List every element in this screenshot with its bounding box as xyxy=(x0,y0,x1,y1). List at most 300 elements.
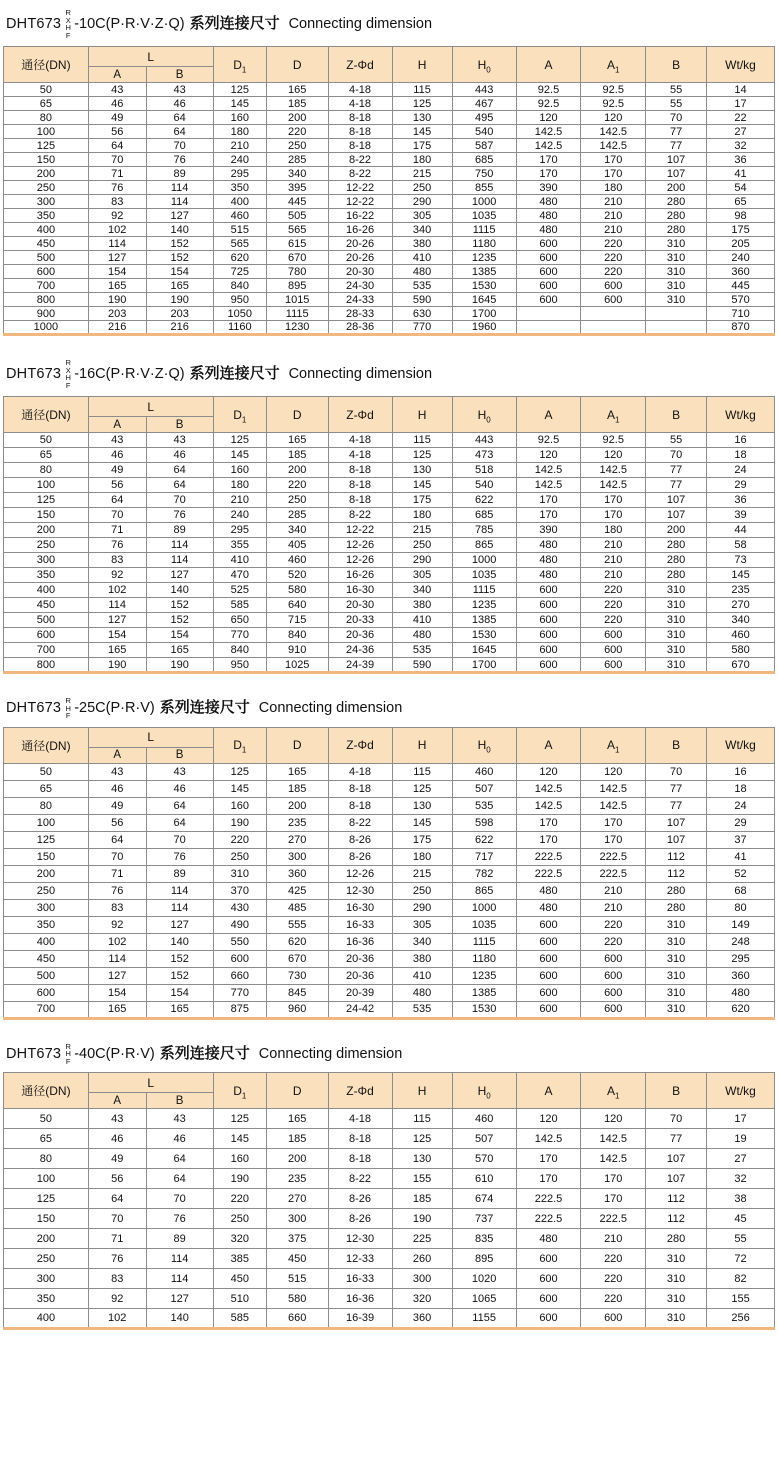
table-cell: 120 xyxy=(516,448,581,463)
table-cell: 4-18 xyxy=(328,433,392,448)
table-cell: 107 xyxy=(646,1149,707,1169)
table-cell: 785 xyxy=(452,523,516,538)
column-header: H xyxy=(392,397,452,433)
column-header: A xyxy=(516,1073,581,1109)
table-cell: 730 xyxy=(266,967,328,984)
table-cell: 83 xyxy=(88,195,146,209)
table-cell: 70 xyxy=(146,1189,213,1209)
table-cell: 1385 xyxy=(452,613,516,628)
table-cell: 600 xyxy=(581,658,646,673)
table-cell: 112 xyxy=(646,1189,707,1209)
table-row xyxy=(4,628,775,643)
table-cell: 127 xyxy=(88,613,146,628)
model-code: DHT673 xyxy=(6,700,62,717)
table-cell: 92 xyxy=(88,1289,146,1309)
table-row xyxy=(4,538,775,553)
table-cell: 16-30 xyxy=(328,583,392,598)
column-header: D xyxy=(266,47,328,83)
table-cell: 20-39 xyxy=(328,984,392,1001)
table-cell: 280 xyxy=(646,223,707,237)
table-cell: 100 xyxy=(4,478,89,493)
table-cell: 660 xyxy=(266,1309,328,1329)
table-cell: 350 xyxy=(4,916,89,933)
table-cell: 350 xyxy=(4,209,89,223)
table-cell: 670 xyxy=(707,658,775,673)
column-header: H xyxy=(392,47,452,83)
table-cell: 600 xyxy=(581,967,646,984)
table-cell: 140 xyxy=(146,1309,213,1329)
table-cell: 70 xyxy=(646,763,707,780)
table-cell: 92.5 xyxy=(581,97,646,111)
table-cell: 350 xyxy=(4,568,89,583)
table-cell: 170 xyxy=(516,493,581,508)
spec-code: -10C(P·R·V·Z·Q) xyxy=(74,16,185,32)
table-cell: 20-36 xyxy=(328,967,392,984)
table-cell: 518 xyxy=(452,463,516,478)
table-cell: 154 xyxy=(146,984,213,1001)
table-cell: 175 xyxy=(392,493,452,508)
table-cell: 270 xyxy=(266,831,328,848)
table-cell: 490 xyxy=(213,916,266,933)
table-cell: 52 xyxy=(707,865,775,882)
table-cell: 360 xyxy=(707,967,775,984)
column-header: $A_1$ xyxy=(581,397,646,433)
table-cell: 280 xyxy=(646,882,707,899)
table-cell: 1530 xyxy=(452,279,516,293)
table-row xyxy=(4,478,775,493)
column-header: A xyxy=(516,397,581,433)
table-cell: 410 xyxy=(213,553,266,568)
table-cell: 17 xyxy=(707,97,775,111)
column-header: A xyxy=(516,47,581,83)
table-cell: 1115 xyxy=(452,223,516,237)
table-cell: 4-18 xyxy=(328,763,392,780)
table-body xyxy=(4,83,775,335)
table-cell: 20-33 xyxy=(328,613,392,628)
table-cell: 580 xyxy=(266,1289,328,1309)
table-cell: 12-22 xyxy=(328,523,392,538)
table-cell: 220 xyxy=(581,1269,646,1289)
table-cell: 200 xyxy=(266,797,328,814)
table-row xyxy=(4,950,775,967)
table-cell: 310 xyxy=(646,1269,707,1289)
table-cell: 717 xyxy=(452,848,516,865)
table-cell: 310 xyxy=(646,293,707,307)
table-cell: 150 xyxy=(4,508,89,523)
table-cell: 115 xyxy=(392,433,452,448)
table-cell: 310 xyxy=(646,1001,707,1018)
table-cell: 210 xyxy=(213,139,266,153)
table-cell: 250 xyxy=(213,848,266,865)
table-cell: 600 xyxy=(213,950,266,967)
table-cell: 112 xyxy=(646,865,707,882)
table-row xyxy=(4,1229,775,1249)
table-cell: 36 xyxy=(707,493,775,508)
table-cell: 56 xyxy=(88,125,146,139)
table-cell: 4-18 xyxy=(328,83,392,97)
table-cell: 622 xyxy=(452,831,516,848)
table-row xyxy=(4,780,775,797)
pressure-class-letter: X xyxy=(65,15,71,25)
table-cell: 125 xyxy=(4,139,89,153)
table-row xyxy=(4,265,775,279)
table-cell: 250 xyxy=(392,181,452,195)
table-cell: 1160 xyxy=(213,321,266,335)
table-row xyxy=(4,493,775,508)
table-row xyxy=(4,223,775,237)
table-cell: 1115 xyxy=(452,583,516,598)
table-cell: 310 xyxy=(646,1309,707,1329)
column-header: B xyxy=(646,397,707,433)
table-cell: 114 xyxy=(146,195,213,209)
table-cell: 102 xyxy=(88,933,146,950)
table-cell: 76 xyxy=(88,882,146,899)
table-cell: 210 xyxy=(213,493,266,508)
table-cell: 340 xyxy=(392,223,452,237)
table-cell: 125 xyxy=(213,83,266,97)
table-cell: 16-36 xyxy=(328,933,392,950)
table-cell: 600 xyxy=(516,1289,581,1309)
table-cell: 1180 xyxy=(452,237,516,251)
table-cell: 4-18 xyxy=(328,97,392,111)
table-row xyxy=(4,97,775,111)
table-cell: 600 xyxy=(516,967,581,984)
table-cell: 49 xyxy=(88,1149,146,1169)
table-cell: 1155 xyxy=(452,1309,516,1329)
table-cell: 840 xyxy=(213,643,266,658)
pressure-class-stack xyxy=(64,359,72,389)
table-cell: 200 xyxy=(646,181,707,195)
table-cell: 190 xyxy=(88,293,146,307)
table-cell: 8-22 xyxy=(328,1169,392,1189)
table-cell: 170 xyxy=(516,831,581,848)
table-cell: 142.5 xyxy=(581,1149,646,1169)
table-cell: 71 xyxy=(88,523,146,538)
header-row xyxy=(4,1073,775,1093)
table-cell: 41 xyxy=(707,167,775,181)
table-cell: 507 xyxy=(452,1129,516,1149)
table-cell: 114 xyxy=(146,1249,213,1269)
table-cell: 305 xyxy=(392,916,452,933)
table-cell: 89 xyxy=(146,1229,213,1249)
table-cell: 600 xyxy=(516,265,581,279)
table-cell: 8-26 xyxy=(328,1189,392,1209)
table-cell: 770 xyxy=(213,628,266,643)
table-cell: 620 xyxy=(213,251,266,265)
table-cell: 600 xyxy=(4,984,89,1001)
column-header-l-group: L xyxy=(88,397,213,417)
table-cell: 222.5 xyxy=(581,848,646,865)
table-cell: 16-22 xyxy=(328,209,392,223)
table-cell: 8-18 xyxy=(328,463,392,478)
table-cell: 220 xyxy=(213,831,266,848)
series-label-en: Connecting dimension xyxy=(288,16,433,32)
table-cell: 600 xyxy=(4,628,89,643)
table-row xyxy=(4,167,775,181)
table-cell: 12-30 xyxy=(328,882,392,899)
table-cell: 507 xyxy=(452,780,516,797)
table-cell: 145 xyxy=(392,478,452,493)
table-cell: 535 xyxy=(392,1001,452,1018)
table-cell: 29 xyxy=(707,814,775,831)
table-cell: 290 xyxy=(392,195,452,209)
table-cell: 587 xyxy=(452,139,516,153)
table-cell: 8-26 xyxy=(328,848,392,865)
table-cell: 142.5 xyxy=(516,1129,581,1149)
table-cell: 43 xyxy=(146,433,213,448)
table-cell: 600 xyxy=(516,251,581,265)
table-cell: 127 xyxy=(146,209,213,223)
table-cell: 200 xyxy=(266,111,328,125)
pressure-class-letter: R xyxy=(65,8,71,17)
table-cell: 1065 xyxy=(452,1289,516,1309)
table-cell: 710 xyxy=(707,307,775,321)
table-cell: 8-22 xyxy=(328,153,392,167)
table-cell: 76 xyxy=(88,181,146,195)
table-cell: 76 xyxy=(146,508,213,523)
table-cell: 65 xyxy=(4,1129,89,1149)
table-section-10c xyxy=(0,9,778,336)
table-cell xyxy=(581,307,646,321)
table-cell: 210 xyxy=(581,223,646,237)
table-cell: 92 xyxy=(88,209,146,223)
table-cell: 152 xyxy=(146,237,213,251)
table-cell: 170 xyxy=(581,153,646,167)
table-cell: 45 xyxy=(707,1209,775,1229)
table-row xyxy=(4,83,775,97)
table-cell: 77 xyxy=(646,780,707,797)
table-cell: 50 xyxy=(4,1109,89,1129)
column-header-l-group: L xyxy=(88,1073,213,1093)
table-cell: 180 xyxy=(581,181,646,195)
table-cell: 405 xyxy=(266,538,328,553)
table-cell: 570 xyxy=(452,1149,516,1169)
table-cell: 535 xyxy=(452,797,516,814)
header-row xyxy=(4,727,775,747)
table-cell: 55 xyxy=(646,97,707,111)
table-cell: 285 xyxy=(266,153,328,167)
table-cell: 56 xyxy=(88,1169,146,1189)
table-cell: 1000 xyxy=(452,899,516,916)
table-cell: 180 xyxy=(581,523,646,538)
table-cell: 443 xyxy=(452,83,516,97)
table-cell: 152 xyxy=(146,950,213,967)
series-label-en: Connecting dimension xyxy=(258,700,403,717)
table-cell: 250 xyxy=(266,493,328,508)
table-cell: 28-33 xyxy=(328,307,392,321)
table-cell: 515 xyxy=(213,223,266,237)
table-cell: 600 xyxy=(581,1001,646,1018)
table-cell: 1700 xyxy=(452,658,516,673)
table-cell: 222.5 xyxy=(516,865,581,882)
table-cell xyxy=(581,321,646,335)
table-cell: 127 xyxy=(88,967,146,984)
table-cell: 390 xyxy=(516,181,581,195)
table-row xyxy=(4,899,775,916)
table-cell: 280 xyxy=(646,538,707,553)
column-header: $A_1$ xyxy=(581,1073,646,1109)
table-cell: 125 xyxy=(4,831,89,848)
table-cell: 220 xyxy=(581,598,646,613)
table-cell: 152 xyxy=(146,598,213,613)
table-cell: 480 xyxy=(516,899,581,916)
table-cell: 630 xyxy=(392,307,452,321)
table-cell: 154 xyxy=(146,628,213,643)
table-cell: 235 xyxy=(266,1169,328,1189)
table-cell: 600 xyxy=(516,658,581,673)
table-cell: 65 xyxy=(707,195,775,209)
table-cell: 310 xyxy=(646,265,707,279)
table-cell: 910 xyxy=(266,643,328,658)
table-cell: 1235 xyxy=(452,598,516,613)
table-cell: 46 xyxy=(146,97,213,111)
table-cell: 410 xyxy=(392,251,452,265)
table-cell: 485 xyxy=(266,899,328,916)
table-cell: 400 xyxy=(4,223,89,237)
table-cell: 190 xyxy=(213,814,266,831)
table-cell: 480 xyxy=(392,984,452,1001)
column-header: $H_0$ xyxy=(452,397,516,433)
column-header: Z-Φd xyxy=(328,727,392,763)
table-cell: 180 xyxy=(213,125,266,139)
table-cell: 8-18 xyxy=(328,139,392,153)
table-cell: 250 xyxy=(4,538,89,553)
table-cell: 210 xyxy=(581,1229,646,1249)
table-cell: 120 xyxy=(516,111,581,125)
table-cell: 300 xyxy=(266,848,328,865)
table-cell: 92 xyxy=(88,916,146,933)
column-header-dn: 通径(DN) xyxy=(4,727,89,763)
table-cell: 620 xyxy=(707,1001,775,1018)
pressure-class-letter: H xyxy=(65,1049,71,1058)
table-cell: 100 xyxy=(4,125,89,139)
table-cell: 20-26 xyxy=(328,237,392,251)
table-cell: 114 xyxy=(146,538,213,553)
table-cell: 510 xyxy=(213,1289,266,1309)
table-row xyxy=(4,865,775,882)
column-header: $D_1$ xyxy=(213,727,266,763)
table-cell: 185 xyxy=(392,1189,452,1209)
table-cell: 875 xyxy=(213,1001,266,1018)
table-section-40c xyxy=(0,1043,778,1331)
column-subheader: B xyxy=(146,1093,213,1109)
table-row xyxy=(4,1269,775,1289)
table-cell: 240 xyxy=(213,153,266,167)
table-header xyxy=(4,47,775,83)
table-cell: 43 xyxy=(88,763,146,780)
table-cell: 210 xyxy=(581,209,646,223)
table-cell: 89 xyxy=(146,523,213,538)
column-header: H xyxy=(392,1073,452,1109)
table-cell: 170 xyxy=(516,153,581,167)
table-cell: 89 xyxy=(146,865,213,882)
table-cell: 12-26 xyxy=(328,865,392,882)
table-cell: 100 xyxy=(4,1169,89,1189)
table-cell: 855 xyxy=(452,181,516,195)
table-cell: 77 xyxy=(646,478,707,493)
column-header: Wt/kg xyxy=(707,397,775,433)
table-cell: 12-26 xyxy=(328,553,392,568)
table-cell: 300 xyxy=(4,1269,89,1289)
table-cell: 170 xyxy=(581,167,646,181)
column-header: Z-Φd xyxy=(328,397,392,433)
table-cell: 430 xyxy=(213,899,266,916)
table-cell: 960 xyxy=(266,1001,328,1018)
column-subheader: B xyxy=(146,417,213,433)
table-cell: 120 xyxy=(581,763,646,780)
table-cell: 310 xyxy=(646,658,707,673)
catalog-page xyxy=(0,9,778,1458)
table-cell: 460 xyxy=(266,553,328,568)
table-cell: 80 xyxy=(4,797,89,814)
table-cell: 615 xyxy=(266,237,328,251)
table-cell: 65 xyxy=(4,780,89,797)
table-row xyxy=(4,195,775,209)
pressure-class-letter: X xyxy=(65,365,71,375)
table-cell: 1385 xyxy=(452,265,516,279)
pressure-class-letter: H xyxy=(65,703,71,713)
table-cell: 1050 xyxy=(213,307,266,321)
table-cell: 600 xyxy=(581,643,646,658)
table-cell: 310 xyxy=(646,583,707,598)
table-cell: 56 xyxy=(88,478,146,493)
table-cell: 190 xyxy=(146,293,213,307)
table-row xyxy=(4,1169,775,1189)
table-cell: 220 xyxy=(581,613,646,628)
table-cell: 58 xyxy=(707,538,775,553)
table-cell: 71 xyxy=(88,865,146,882)
table-row xyxy=(4,508,775,523)
table-cell: 467 xyxy=(452,97,516,111)
table-section-16c xyxy=(0,359,778,674)
table-cell: 235 xyxy=(707,583,775,598)
table-cell: 250 xyxy=(392,538,452,553)
table-cell: 425 xyxy=(266,882,328,899)
table-cell: 46 xyxy=(88,97,146,111)
table-cell: 68 xyxy=(707,882,775,899)
table-cell: 70 xyxy=(146,831,213,848)
table-cell: 210 xyxy=(581,195,646,209)
table-cell: 250 xyxy=(4,181,89,195)
table-cell: 127 xyxy=(146,1289,213,1309)
table-cell: 210 xyxy=(581,899,646,916)
table-cell: 170 xyxy=(516,167,581,181)
table-cell: 250 xyxy=(4,882,89,899)
table-row xyxy=(4,463,775,478)
table-cell: 112 xyxy=(646,1209,707,1229)
table-cell: 310 xyxy=(213,865,266,882)
table-cell: 300 xyxy=(4,899,89,916)
table-cell: 685 xyxy=(452,508,516,523)
table-cell: 145 xyxy=(392,814,452,831)
table-cell: 600 xyxy=(516,1309,581,1329)
table-cell: 64 xyxy=(88,139,146,153)
table-cell: 16-33 xyxy=(328,916,392,933)
table-cell: 350 xyxy=(213,181,266,195)
table-cell: 142.5 xyxy=(516,139,581,153)
table-cell: 480 xyxy=(516,195,581,209)
table-cell: 220 xyxy=(581,1249,646,1269)
table-header xyxy=(4,1073,775,1109)
table-cell: 270 xyxy=(707,598,775,613)
column-subheader: B xyxy=(146,747,213,763)
table-cell: 310 xyxy=(646,950,707,967)
table-cell: 460 xyxy=(452,763,516,780)
table-cell: 125 xyxy=(213,1109,266,1129)
table-cell: 840 xyxy=(266,628,328,643)
table-cell: 210 xyxy=(581,538,646,553)
table-cell: 620 xyxy=(266,933,328,950)
